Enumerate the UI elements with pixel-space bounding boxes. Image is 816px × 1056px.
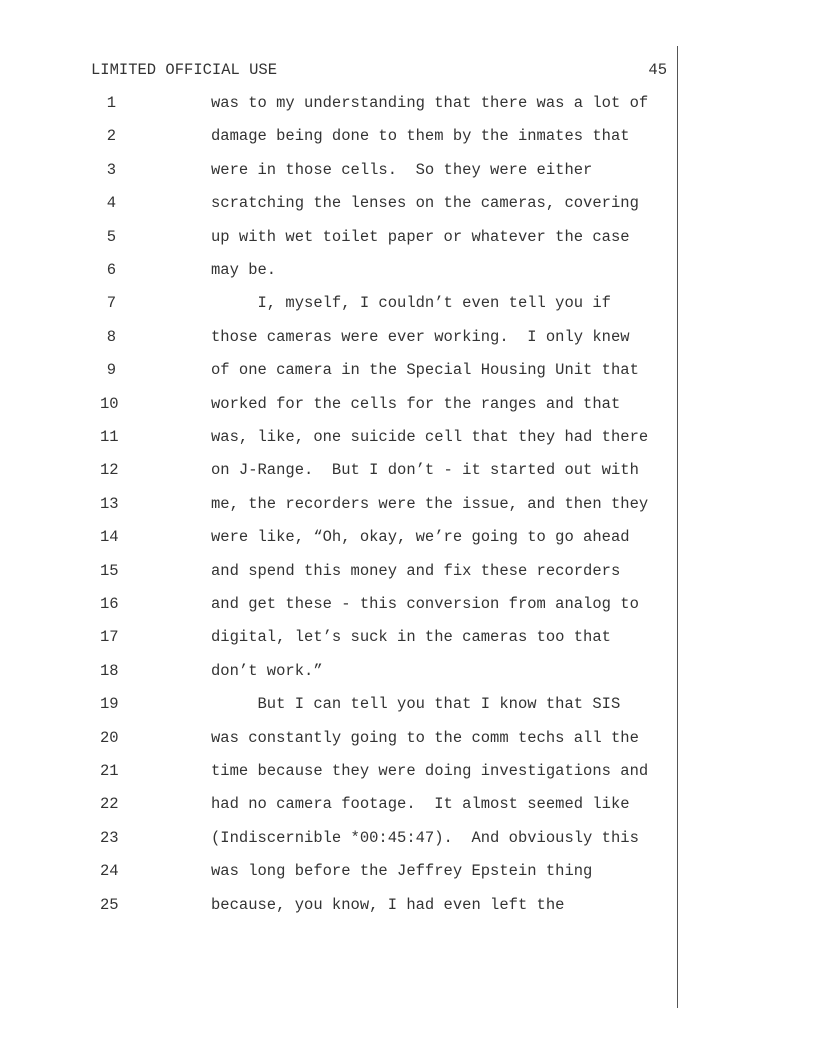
line-number: 18	[100, 661, 119, 680]
line-number: 15	[100, 561, 119, 580]
line-number: 6	[106, 261, 116, 279]
line-number: 14	[100, 528, 119, 547]
line-text: was, like, one suicide cell that they had there	[211, 428, 649, 446]
line-number: 17	[100, 628, 119, 647]
line-number: 12	[100, 461, 119, 480]
line-number: 20	[100, 728, 119, 747]
line-number: 11	[100, 428, 119, 446]
line-text: don’t work.”	[211, 661, 323, 680]
line-text: because, you know, I had even left the	[211, 895, 565, 914]
line-number: 5	[106, 227, 116, 246]
line-text: those cameras were ever working. I only knew	[211, 327, 630, 346]
line-text: up with wet toilet paper or whatever the case	[211, 227, 630, 246]
line-text: But I can tell you that I know that SIS	[211, 695, 621, 714]
line-number: 4	[106, 194, 116, 213]
page-number: 45	[648, 61, 667, 79]
line-number: 21	[100, 762, 119, 780]
line-text: I, myself, I couldn’t even tell you if	[211, 294, 611, 313]
line-text: (Indiscernible *00:45:47). And obviously this	[211, 828, 639, 847]
line-text: worked for the cells for the ranges and that	[211, 394, 621, 413]
line-number: 25	[100, 895, 119, 914]
page-header-label: LIMITED OFFICIAL USE	[91, 61, 278, 79]
line-text: and spend this money and fix these recorders	[211, 561, 621, 580]
line-number: 3	[106, 160, 116, 179]
line-text: me, the recorders were the issue, and then they	[211, 494, 649, 513]
line-text: may be.	[211, 261, 277, 279]
line-text: and get these - this conversion from analog to	[211, 595, 639, 613]
line-number: 1	[106, 94, 116, 112]
line-number: 10	[100, 394, 119, 413]
line-text: digital, let’s suck in the cameras too that	[211, 628, 611, 647]
line-text: was to my understanding that there was a lot of	[211, 94, 649, 112]
line-number: 13	[100, 494, 119, 513]
line-number: 22	[100, 795, 119, 814]
line-text: on J-Range. But I don’t - it started out with	[211, 461, 639, 480]
line-text: was constantly going to the comm techs all the	[211, 728, 639, 747]
line-number: 9	[106, 361, 116, 380]
line-text: scratching the lenses on the cameras, covering	[211, 194, 639, 213]
line-text: time because they were doing investigations and	[211, 762, 649, 780]
line-number: 2	[106, 127, 116, 146]
right-margin-rule	[677, 46, 678, 1008]
line-number: 16	[100, 595, 119, 613]
line-text: of one camera in the Special Housing Unit that	[211, 361, 639, 380]
line-text: damage being done to them by the inmates that	[211, 127, 630, 146]
line-number: 19	[100, 695, 119, 714]
line-number: 7	[106, 294, 116, 313]
line-text: were in those cells. So they were either	[211, 160, 593, 179]
line-number: 8	[106, 327, 116, 346]
line-text: was long before the Jeffrey Epstein thing	[211, 862, 593, 881]
line-number: 24	[100, 862, 119, 881]
line-text: were like, “Oh, okay, we’re going to go ahead	[211, 528, 630, 547]
line-number: 23	[100, 828, 119, 847]
line-text: had no camera footage. It almost seemed like	[211, 795, 630, 814]
